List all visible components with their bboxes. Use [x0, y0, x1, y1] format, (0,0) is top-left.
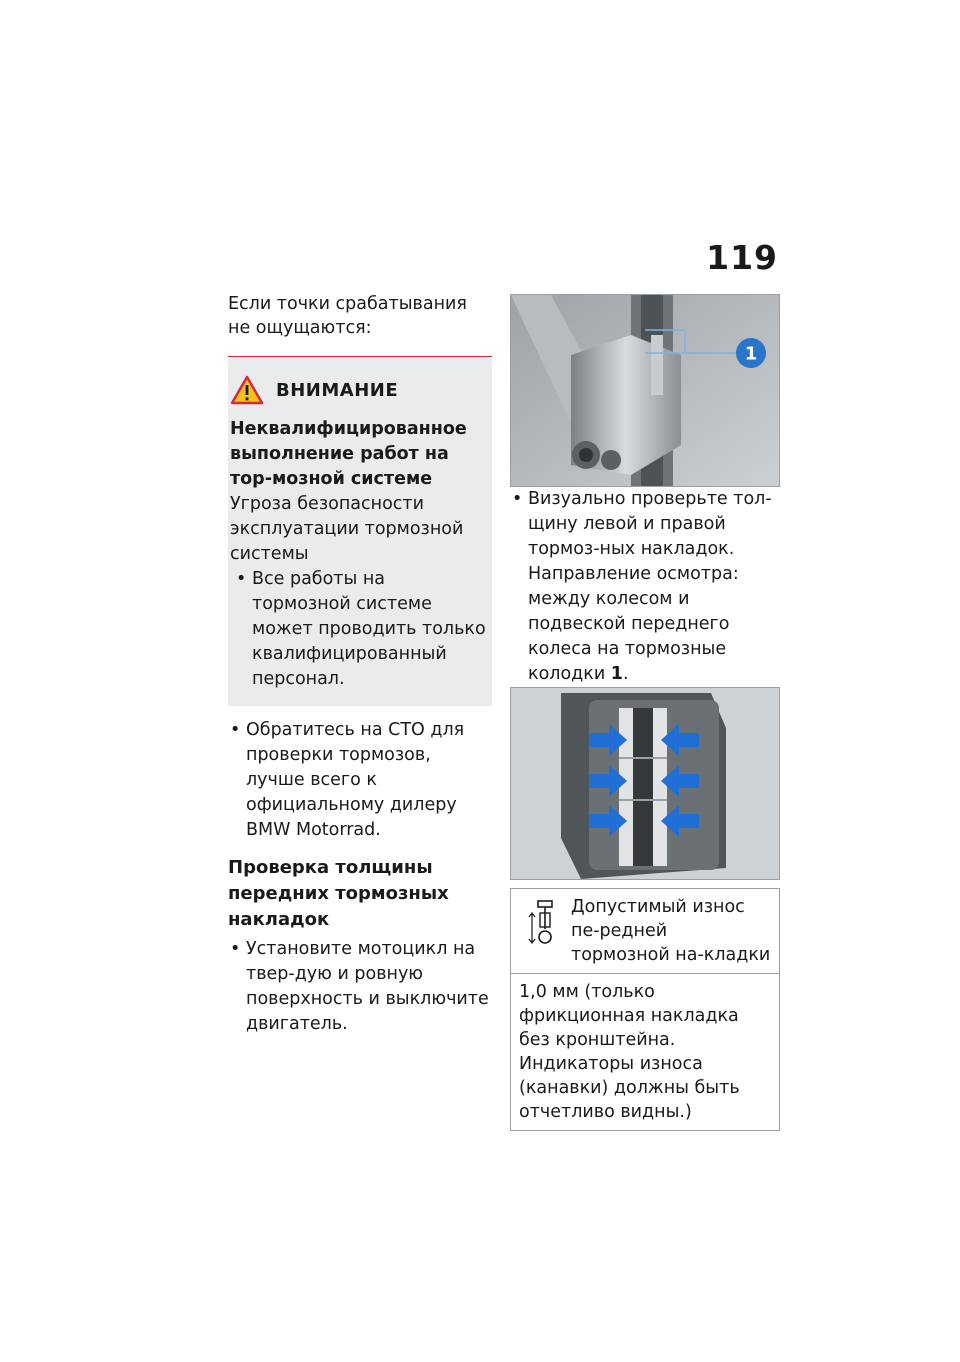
brake-caliper-illustration	[511, 295, 779, 486]
visual-bullet-end: .	[622, 664, 629, 684]
brake-caliper-photo	[510, 294, 780, 487]
spec-header	[511, 889, 779, 974]
warning-triangle-icon	[230, 375, 264, 405]
brake-pads-illustration	[511, 688, 779, 879]
callout-label: 1	[744, 343, 758, 365]
left-column	[228, 292, 492, 1037]
brake-pads-photo	[510, 687, 780, 880]
visual-bullet-text: Визуально проверьте тол-щину левой и правой тормоз-ных накладок. Направление осмотра: между колесом и подвеской переднего колеса на тормозные колодки	[528, 489, 772, 684]
visual-bullet-ref: 1	[610, 664, 623, 684]
page-number: 119	[706, 238, 778, 277]
warning-subtitle: Неквалифицированное выполнение работ на тор-мозной системе	[230, 419, 467, 489]
warning-body: Угроза безопасности эксплуатации тормозной системы	[230, 494, 464, 564]
spec-title: Допустимый износ пе-редней тормозной на-кладки	[571, 897, 771, 965]
install-list	[228, 937, 492, 1037]
warning-box	[228, 356, 492, 706]
install-bullet: • Установите мотоцикл на твер-дую и ровную поверхность и выключите двигатель.	[228, 937, 492, 1037]
visual-list	[510, 487, 780, 687]
sto-list	[228, 718, 492, 843]
visual-bullet	[510, 487, 780, 687]
spec-value: 1,0 мм (только фрикционная накладка без кронштейна. Индикаторы износа (канавки) должны быть отчетливо видны.)	[519, 982, 740, 1122]
warning-bullet: • Все работы на тормозной системе может проводить только квалифицированный персонал.	[230, 567, 486, 692]
spec-table	[510, 888, 780, 1131]
section-title: Проверка толщины передних тормозных накладок	[228, 857, 449, 930]
sto-bullet: • Обратитесь на СТО для проверки тормозов, лучше всего к официальному дилеру BMW Motorrad.	[228, 718, 492, 843]
warning-header	[230, 375, 486, 405]
warning-list	[230, 567, 486, 692]
right-column	[510, 294, 780, 1131]
warning-title: ВНИМАНИЕ	[276, 379, 399, 401]
intro-text: Если точки срабатывания не ощущаются:	[228, 294, 467, 338]
caliper-gauge-icon	[527, 899, 561, 947]
